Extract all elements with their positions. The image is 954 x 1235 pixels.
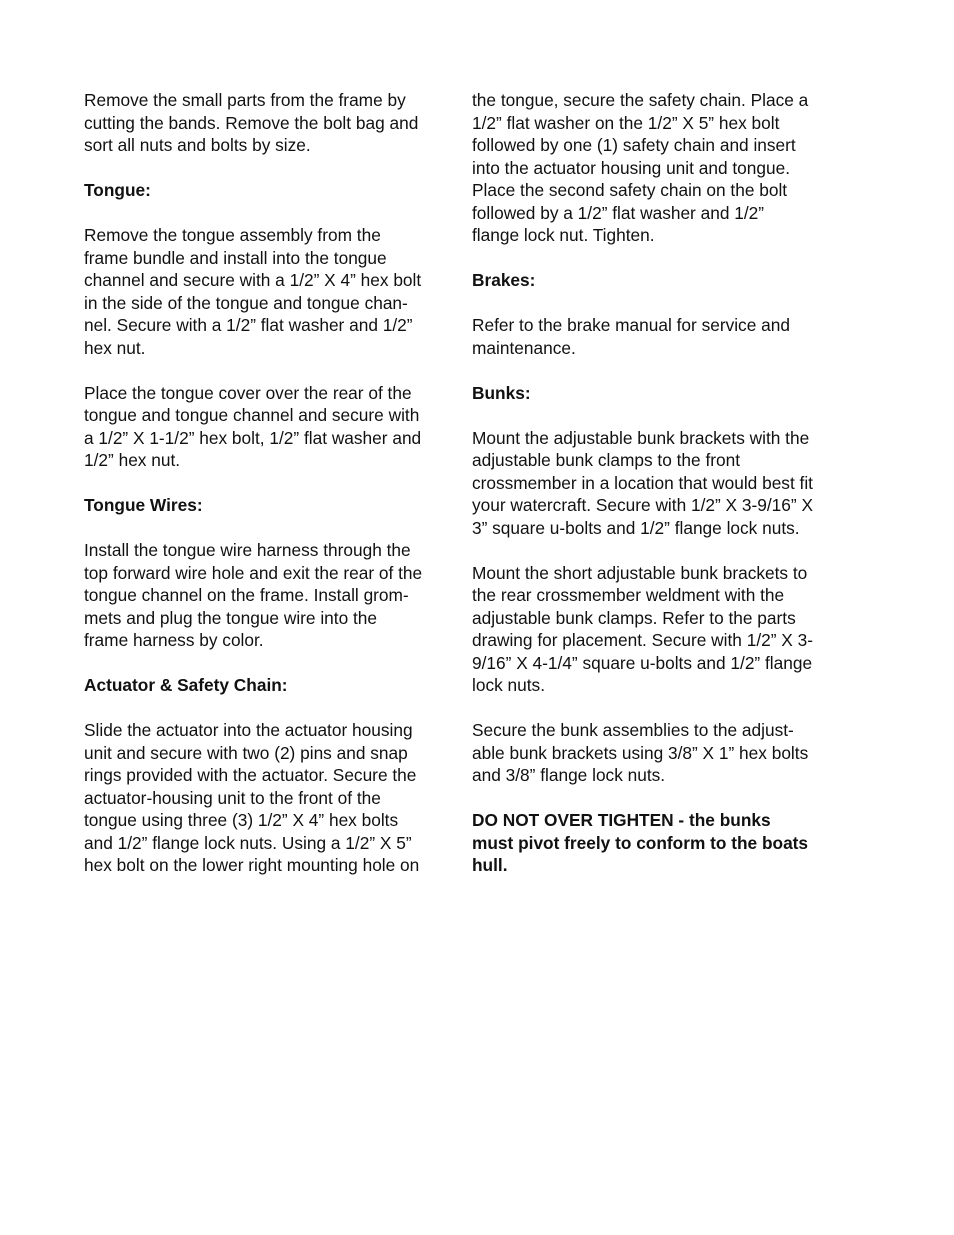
body-text-line: followed by a 1/2” flat washer and 1/2”	[472, 202, 765, 223]
body-text-line: the tongue, secure the safety chain. Place a	[472, 90, 809, 110]
body-text-line: flange lock nut. Tighten.	[472, 225, 655, 245]
body-text-line: 3” square u-bolts and 1/2” flange lock nuts.	[472, 517, 800, 538]
body-text-line: 1/2” flat washer on the 1/2” X 5” hex bolt	[472, 112, 780, 133]
paragraph-spacer	[472, 539, 852, 562]
body-text-line: frame harness by color.	[84, 630, 264, 650]
body-text-line: unit and secure with two (2) pins and snap	[84, 742, 408, 763]
body-text-line: a 1/2” X 1-1/2” hex bolt, 1/2” flat washer and	[84, 427, 422, 448]
section-heading-line: must pivot freely to conform to the boats	[472, 832, 809, 853]
body-text-line: nel. Secure with a 1/2” flat washer and 1/2”	[84, 315, 413, 335]
body-text-line: tongue using three (3) 1/2” X 4” hex bolts	[84, 810, 399, 830]
section-heading-line: Tongue:	[84, 180, 151, 200]
left-column	[84, 89, 456, 877]
paragraph-spacer	[84, 517, 456, 540]
paragraph-spacer	[472, 292, 852, 315]
body-text-line: followed by one (1) safety chain and insert	[472, 135, 796, 155]
body-text-line: rings provided with the actuator. Secure the	[84, 765, 417, 785]
section-heading-line: Tongue Wires:	[84, 495, 203, 515]
section-heading-line: Actuator & Safety Chain:	[84, 675, 288, 695]
paragraph-spacer	[84, 652, 456, 675]
body-text-line: Mount the adjustable bunk brackets with the	[472, 427, 810, 448]
body-text-line: frame bundle and install into the tongue	[84, 247, 387, 268]
body-text-line: and 3/8” flange lock nuts.	[472, 765, 666, 785]
body-text-line: in the side of the tongue and tongue chan-	[84, 292, 408, 313]
body-text-line: your watercraft. Secure with 1/2” X 3-9/16” X	[472, 495, 813, 515]
body-text-line: Place the tongue cover over the rear of the	[84, 382, 412, 403]
body-text-line: actuator-housing unit to the front of the	[84, 787, 381, 808]
body-text-line: Slide the actuator into the actuator housing	[84, 720, 413, 740]
section-heading-line: DO NOT OVER TIGHTEN - the bunks	[472, 810, 771, 830]
section-heading-line: hull.	[472, 855, 508, 875]
body-text-line: Mount the short adjustable bunk brackets to	[472, 562, 808, 583]
right-column	[472, 89, 852, 877]
paragraph-spacer	[84, 157, 456, 180]
body-text-line: Place the second safety chain on the bolt	[472, 180, 788, 200]
paragraph-spacer	[472, 787, 852, 810]
body-text-line: adjustable bunk clamps to the front	[472, 450, 741, 470]
body-text-line: the rear crossmember weldment with the	[472, 585, 785, 605]
paragraph-spacer	[84, 359, 456, 382]
body-text-line: lock nuts.	[472, 675, 545, 695]
paragraph-spacer	[84, 472, 456, 495]
body-text-line: adjustable bunk clamps. Refer to the parts	[472, 607, 796, 628]
body-text-line: and 1/2” flange lock nuts. Using a 1/2” X 5”	[84, 832, 412, 853]
body-text-line: Remove the small parts from the frame by	[84, 90, 406, 110]
body-text-line: Remove the tongue assembly from the	[84, 225, 381, 245]
body-text-line: channel and secure with a 1/2” X 4” hex bolt	[84, 270, 422, 290]
body-text-line: maintenance.	[472, 337, 576, 358]
body-text-line: 1/2” hex nut.	[84, 450, 181, 470]
body-text-line: 9/16” X 4-1/4” square u-bolts and 1/2” flange	[472, 652, 813, 673]
body-text-line: top forward wire hole and exit the rear of the	[84, 562, 423, 583]
section-heading-line: Brakes:	[472, 270, 536, 290]
body-text-line: Secure the bunk assemblies to the adjust-	[472, 720, 794, 740]
body-text-line: hex nut.	[84, 337, 146, 358]
body-text-line: into the actuator housing unit and tongue.	[472, 157, 791, 178]
body-text-line: mets and plug the tongue wire into the	[84, 607, 378, 628]
section-heading-line: Bunks:	[472, 382, 531, 403]
paragraph-spacer	[84, 697, 456, 720]
body-text-line: Refer to the brake manual for service and	[472, 315, 790, 335]
body-text-line: cutting the bands. Remove the bolt bag and	[84, 112, 419, 133]
paragraph-spacer	[472, 359, 852, 382]
body-text-line: sort all nuts and bolts by size.	[84, 135, 311, 155]
paragraph-spacer	[472, 697, 852, 720]
paragraph-spacer	[472, 404, 852, 427]
body-text-line: Install the tongue wire harness through the	[84, 540, 411, 560]
body-text-line: tongue channel on the frame. Install grom-	[84, 585, 409, 605]
body-text-line: hex bolt on the lower right mounting hole on	[84, 855, 420, 875]
paragraph-spacer	[84, 202, 456, 225]
paragraph-spacer	[472, 247, 852, 270]
body-text-line: crossmember in a location that would best fit	[472, 472, 813, 493]
body-text-line: able bunk brackets using 3/8” X 1” hex bolts	[472, 742, 809, 763]
body-text-line: drawing for placement. Secure with 1/2” X 3-	[472, 630, 813, 650]
body-text-line: tongue and tongue channel and secure with	[84, 405, 420, 425]
